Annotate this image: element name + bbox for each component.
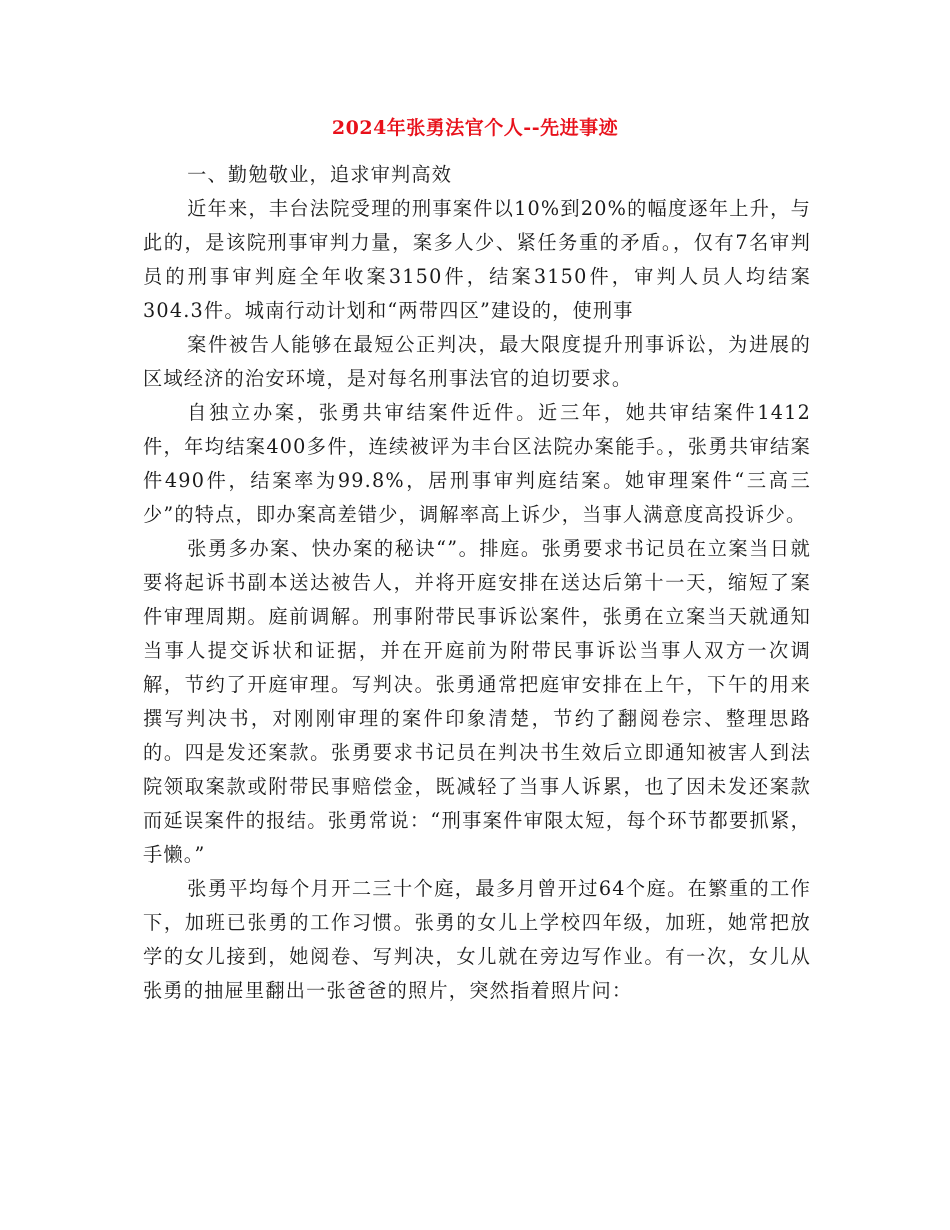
paragraph: 张勇平均每个月开二三十个庭，最多月曾开过64个庭。在繁重的工作下，加班已张勇的工作习惯。张勇的女儿上学校四年级，加班，她常把放学的女儿接到，她阅卷、写判决，女儿就在旁边写作业。有一次，女儿从张勇的抽屉里翻出一张爸爸的照片，突然指着照片问：	[143, 877, 811, 1002]
paragraph: 张勇多办案、快办案的秘诀“”。排庭。张勇要求书记员在立案当日就要将起诉书副本送达被告人，并将开庭安排在送达后第十一天，缩短了案件审理周期。庭前调解。刑事附带民事诉讼案件，张勇在立案当天就通知当事人提交诉状和证据，并在开庭前为附带民事诉讼当事人双方一次调解，节约了开庭审理。写判决。张勇通常把庭审安排在上午，下午的用来撰写判决书，对刚刚审理的案件印象清楚，节约了翻阅卷宗、整理思路的。四是发还案款。张勇要求书记员在判决书生效后立即通知被害人到法院领取案款或附带民事赔偿金，既减轻了当事人诉累，也了因未发还案款而延误案件的报结。张勇常说：“刑事案件审限太短，每个环节都要抓紧，手懒。”	[143, 537, 811, 866]
paragraph: 近年来，丰台法院受理的刑事案件以10%到20%的幅度逐年上升，与此的，是该院刑事审判力量，案多人少、紧任务重的矛盾。，仅有7名审判员的刑事审判庭全年收案3150件，结案3150件，审判人员人均结案304.3件。城南行动计划和“两带四区”建设的，使刑事	[143, 197, 811, 322]
paragraph: 自独立办案，张勇共审结案件近件。近三年，她共审结案件1412件，年均结案400多件，连续被评为丰台区法院办案能手。，张勇共审结案件490件，结案率为99.8%，居刑事审判庭结案。她审理案件“三高三少”的特点，即办案高差错少，调解率高上诉少，当事人满意度高投诉少。	[143, 401, 811, 526]
paragraph: 案件被告人能够在最短公正判决，最大限度提升刑事诉讼，为进展的区域经济的治安环境，是对每名刑事法官的迫切要求。	[143, 333, 811, 390]
document-title: 2024年张勇法官个人--先进事迹	[331, 117, 619, 139]
section-heading: 一、勤勉敬业，追求审判高效	[187, 163, 453, 186]
document-body	[143, 158, 811, 1008]
